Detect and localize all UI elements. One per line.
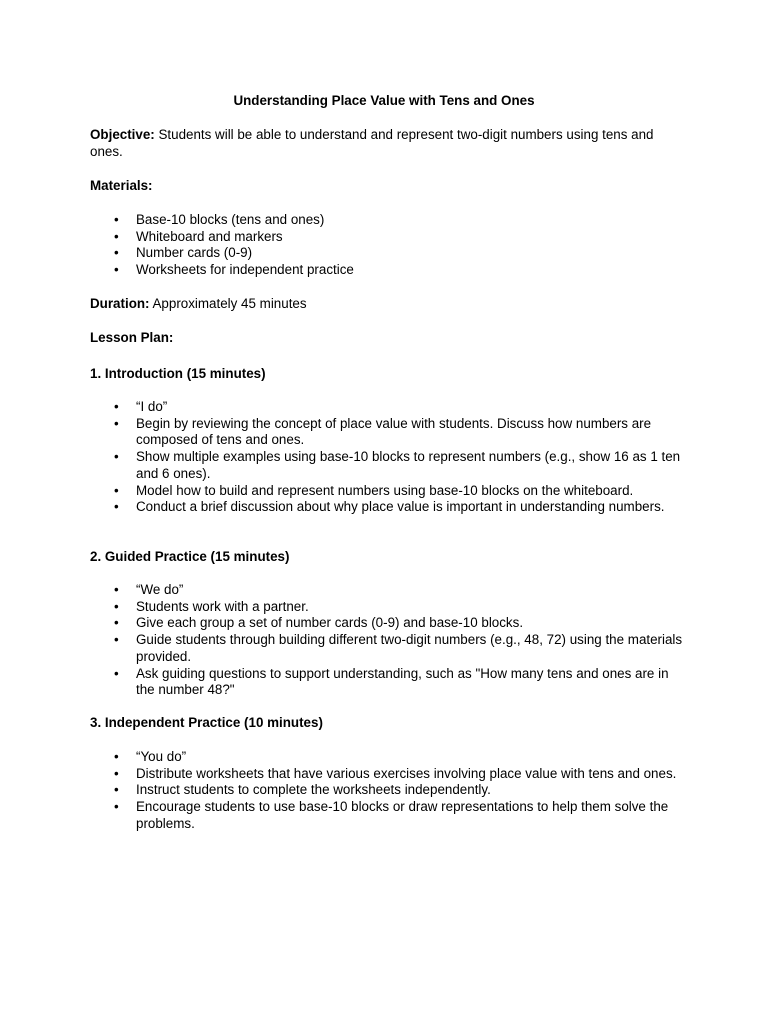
- introduction-list: [90, 399, 690, 516]
- section-heading-guided-practice: 2. Guided Practice (15 minutes): [90, 549, 290, 564]
- list-item: • Show multiple examples using base-10 blocks to represent numbers (e.g., show 16 as 1 ten and 6 ones).: [90, 449, 690, 482]
- list-item: • Base-10 blocks (tens and ones): [90, 212, 690, 229]
- list-item: • “I do”: [90, 399, 690, 416]
- list-item: • Guide students through building different two-digit numbers (e.g., 48, 72) using the materials provided.: [90, 632, 690, 665]
- document-title: Understanding Place Value with Tens and Ones: [233, 93, 535, 108]
- list-item: • Distribute worksheets that have various exercises involving place value with tens and ones.: [90, 766, 690, 783]
- list-item: • Whiteboard and markers: [90, 229, 690, 246]
- list-item: • Students work with a partner.: [90, 599, 690, 616]
- list-item: • Begin by reviewing the concept of place value with students. Discuss how numbers are composed of tens and ones.: [90, 416, 690, 449]
- list-item: • Worksheets for independent practice: [90, 262, 690, 279]
- duration-label: Duration:: [90, 296, 150, 311]
- duration-paragraph: [90, 296, 680, 313]
- independent-practice-list: [90, 749, 690, 833]
- objective-text: Students will be able to understand and represent two-digit numbers using tens and ones.: [90, 127, 654, 159]
- list-item: • Instruct students to complete the worksheets independently.: [90, 782, 690, 799]
- list-item: • Model how to build and represent numbers using base-10 blocks on the whiteboard.: [90, 483, 690, 500]
- list-item: • Give each group a set of number cards (0-9) and base-10 blocks.: [90, 615, 690, 632]
- list-item: • Conduct a brief discussion about why place value is important in understanding numbers.: [90, 499, 690, 516]
- objective-paragraph: [90, 127, 680, 160]
- list-item: • “You do”: [90, 749, 690, 766]
- guided-practice-list: [90, 582, 690, 699]
- section-heading-independent-practice: 3. Independent Practice (10 minutes): [90, 715, 323, 730]
- duration-text: Approximately 45 minutes: [149, 296, 307, 311]
- section-heading-introduction: 1. Introduction (15 minutes): [90, 366, 266, 381]
- list-item: • Ask guiding questions to support understanding, such as "How many tens and ones are in the number 48?": [90, 666, 690, 699]
- lesson-plan-label: Lesson Plan:: [90, 330, 174, 345]
- materials-label: Materials:: [90, 178, 153, 193]
- list-item: • Encourage students to use base-10 blocks or draw representations to help them solve the problems.: [90, 799, 690, 832]
- list-item: • Number cards (0-9): [90, 245, 690, 262]
- list-item: • “We do”: [90, 582, 690, 599]
- objective-label: Objective:: [90, 127, 155, 142]
- materials-list: [90, 212, 690, 279]
